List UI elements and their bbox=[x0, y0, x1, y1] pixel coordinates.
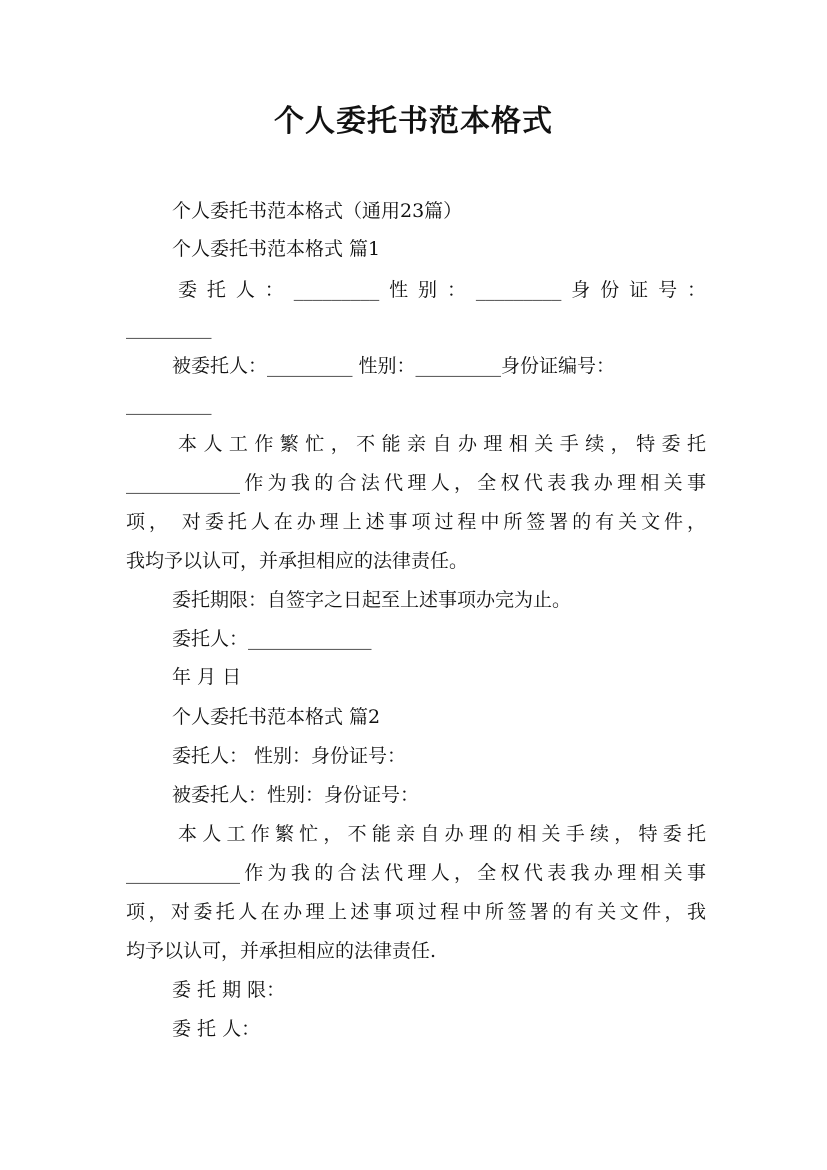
section2-body-line-4: 均予以认可，并承担相应的法律责任. bbox=[126, 940, 437, 962]
section2-signer: 委 托 人： bbox=[172, 1018, 261, 1040]
document-title: 个人委托书范本格式 bbox=[274, 104, 553, 139]
section1-agent-line: 被委托人：_________ 性别：_________身份证编号： bbox=[172, 355, 616, 377]
section1-principal-line-cont: _________ bbox=[126, 317, 212, 339]
section1-agent-line-cont: _________ bbox=[126, 393, 212, 415]
section2-heading: 个人委托书范本格式 篇2 bbox=[172, 706, 381, 728]
section1-body-line-3: 项， 对委托人在办理上述事项过程中所签署的有关文件， bbox=[126, 511, 706, 533]
section2-principal-line: 委托人： 性别：身份证号： bbox=[172, 745, 407, 767]
document-subtitle: 个人委托书范本格式（通用23篇） bbox=[172, 200, 463, 222]
section2-term: 委 托 期 限： bbox=[172, 979, 286, 1001]
section1-term: 委托期限：自签字之日起至上述事项办完为止。 bbox=[172, 589, 572, 611]
section2-body-line-2: ____________作为我的合法代理人，全权代表我办理相关事 bbox=[126, 862, 706, 884]
section1-principal-line: 委托人：_________性别：_________身份证号： bbox=[178, 279, 706, 301]
section1-body-line-4: 我均予以认可，并承担相应的法律责任。 bbox=[126, 550, 469, 572]
section1-date: 年 月 日 bbox=[172, 666, 242, 688]
section2-body-line-3: 项，对委托人在办理上述事项过程中所签署的有关文件，我 bbox=[126, 901, 706, 923]
section1-heading: 个人委托书范本格式 篇1 bbox=[172, 238, 381, 260]
section1-body-line-1: 本人工作繁忙，不能亲自办理相关手续，特委托 bbox=[178, 433, 706, 455]
section2-agent-line: 被委托人：性别：身份证号： bbox=[172, 784, 420, 806]
section2-body-line-1: 本人工作繁忙，不能亲自办理的相关手续，特委托 bbox=[178, 823, 706, 845]
section1-body-line-2: ____________作为我的合法代理人，全权代表我办理相关事 bbox=[126, 472, 706, 494]
section1-signer: 委托人：_____________ bbox=[172, 628, 372, 650]
